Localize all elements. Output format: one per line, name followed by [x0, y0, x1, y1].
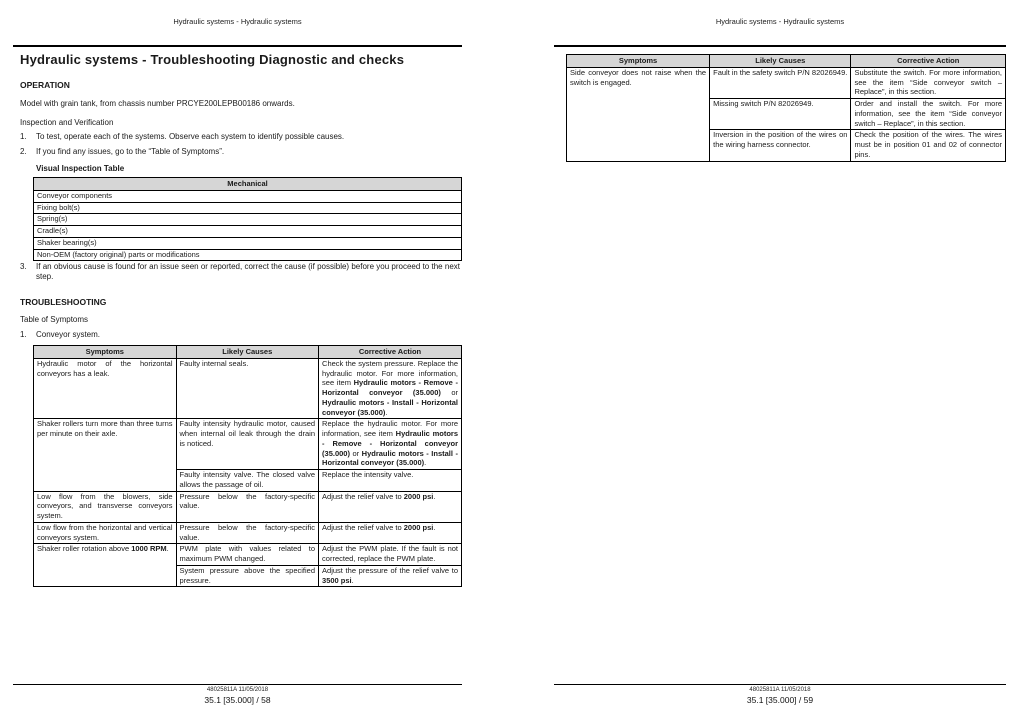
- symptoms-table-continued: [566, 54, 1006, 162]
- action-cell: Replace the hydraulic motor. For more information, see item Hydraulic motors - Remove - Horizontal conveyor (35.000) or Hydraulic motors - Install - Horizontal conveyor (35.000).: [319, 419, 462, 470]
- header-cell-likely-causes: Likely Causes: [176, 346, 319, 359]
- section-heading-operation: OPERATION: [20, 80, 70, 90]
- step-text: To test, operate each of the systems. Observe each system to identify possible causes.: [36, 132, 345, 141]
- cause-cell: System pressure above the specified pressure.: [176, 565, 319, 587]
- action-cell: Order and install the switch. For more information, see the item “Side conveyor switch – Replace”, in this section.: [851, 99, 1006, 130]
- footer-revision: 48025811A 11/05/2018: [749, 687, 811, 693]
- action-cell: Adjust the pressure of the relief valve to 3500 psi.: [319, 565, 462, 587]
- inspection-item: Non-OEM (factory original) parts or modifications: [34, 249, 462, 261]
- step-text: If you find any issues, go to the “Table of Symptoms”.: [36, 147, 225, 156]
- action-cell: Substitute the switch. For more information, see the item “Side conveyor switch – Replace”, in this section.: [851, 67, 1006, 98]
- symptom-cell: Shaker roller rotation above 1000 RPM.: [34, 544, 177, 587]
- action-cell: Adjust the relief valve to 2000 psi.: [319, 491, 462, 522]
- action-cell: Replace the intensity valve.: [319, 470, 462, 492]
- visual-inspection-table-title: Visual Inspection Table: [36, 164, 125, 173]
- header-cell-symptoms: Symptoms: [567, 55, 710, 68]
- cause-cell: Fault in the safety switch P/N 82026949.: [710, 67, 851, 98]
- item-number: 1.: [20, 330, 27, 339]
- cause-cell: Pressure below the factory-specific value.: [176, 491, 319, 522]
- symptom-cell: Low flow from the blowers, side conveyors, and transverse conveyors system.: [34, 491, 177, 522]
- cause-cell: Pressure below the factory-specific value.: [176, 522, 319, 544]
- action-cell: Check the system pressure. Replace the hydraulic motor. For more information, see item Hydraulic motors - Remove - Horizontal conveyor (35.000) or Hydraulic motors - Install - Horizontal conveyor (35.000).: [319, 358, 462, 419]
- step-number: 2.: [20, 147, 27, 156]
- section-heading-troubleshooting: TROUBLESHOOTING: [20, 297, 107, 307]
- cause-cell: Inversion in the position of the wires on the wiring harness connector.: [710, 130, 851, 161]
- inspection-item: Spring(s): [34, 214, 462, 226]
- symptoms-table: [33, 345, 462, 587]
- footer-page-number: 35.1 [35.000] / 59: [746, 695, 814, 705]
- table-row: [34, 214, 462, 226]
- step-text: If an obvious cause is found for an issue seen or reported, correct the cause (if possible) before you proceed to the next step.: [36, 262, 460, 282]
- cause-cell: Faulty internal seals.: [176, 358, 319, 419]
- inspection-item: Cradle(s): [34, 226, 462, 238]
- table-row: [34, 237, 462, 249]
- table-row: [34, 226, 462, 238]
- inspection-item: Fixing bolt(s): [34, 202, 462, 214]
- cause-cell: Faulty intensity valve. The closed valve allows the passage of oil.: [176, 470, 319, 492]
- footer-rule: [13, 684, 462, 685]
- table-row: [34, 544, 462, 566]
- table-row: [34, 522, 462, 544]
- inspection-item: Shaker bearing(s): [34, 237, 462, 249]
- table-header-row: [567, 55, 1006, 68]
- mechanical-header-cell: Mechanical: [34, 178, 462, 191]
- cause-cell: Missing switch P/N 82026949.: [710, 99, 851, 130]
- symptom-cell: Low flow from the horizontal and vertical conveyors system.: [34, 522, 177, 544]
- action-cell: Adjust the PWM plate. If the fault is not corrected, replace the PWM plate.: [319, 544, 462, 566]
- footer-revision: 48025811A 11/05/2018: [206, 687, 269, 693]
- table-row: [34, 249, 462, 261]
- header-cell-corrective-action: Corrective Action: [319, 346, 462, 359]
- page-left: [13, 0, 462, 723]
- table-row: [34, 419, 462, 470]
- header-cell-symptoms: Symptoms: [34, 346, 177, 359]
- item-text: Conveyor system.: [36, 330, 101, 339]
- table-header-row: [34, 346, 462, 359]
- ordered-step-3: [20, 262, 460, 283]
- header-cell-corrective-action: Corrective Action: [851, 55, 1006, 68]
- paragraph-model: Model with grain tank, from chassis number PRCYE200LEPB00186 onwards.: [20, 99, 295, 108]
- symptom-cell: Shaker rollers turn more than three turns per minute on their axle.: [34, 419, 177, 491]
- step-number: 3.: [20, 262, 27, 271]
- symptom-cell: Hydraulic motor of the horizontal conveyors has a leak.: [34, 358, 177, 419]
- footer-rule: [554, 684, 1006, 685]
- action-cell: Adjust the relief valve to 2000 psi.: [319, 522, 462, 544]
- header-rule: [554, 45, 1006, 47]
- running-header: Hydraulic systems - Hydraulic systems: [173, 17, 302, 26]
- ordered-step-1: [20, 132, 460, 142]
- footer-page-number: 35.1 [35.000] / 58: [204, 695, 271, 705]
- running-header: Hydraulic systems - Hydraulic systems: [715, 17, 845, 26]
- table-row: [34, 491, 462, 522]
- ordered-item-conveyor-system: [20, 330, 460, 340]
- cause-cell: Faulty intensity hydraulic motor, caused when internal oil leak through the drain is noticed.: [176, 419, 319, 470]
- inspection-item: Conveyor components: [34, 190, 462, 202]
- table-header-row: [34, 178, 462, 191]
- page-title: Hydraulic systems - Troubleshooting Diagnostic and checks: [20, 52, 405, 67]
- action-cell: Check the position of the wires. The wires must be in position 01 and 02 of connector pins.: [851, 130, 1006, 161]
- table-row: [567, 67, 1006, 98]
- page-right: [554, 0, 1006, 723]
- table-of-symptoms-label: Table of Symptoms: [20, 315, 89, 324]
- paragraph-inspection-verification: Inspection and Verification: [20, 118, 114, 127]
- table-row: [34, 202, 462, 214]
- header-cell-likely-causes: Likely Causes: [710, 55, 851, 68]
- cause-cell: PWM plate with values related to maximum PWM changed.: [176, 544, 319, 566]
- symptom-cell: Side conveyor does not raise when the switch is engaged.: [567, 67, 710, 161]
- step-number: 1.: [20, 132, 27, 141]
- table-row: [34, 190, 462, 202]
- header-rule: [13, 45, 462, 47]
- table-row: [34, 358, 462, 419]
- ordered-step-2: [20, 147, 460, 157]
- visual-inspection-table: [33, 177, 462, 261]
